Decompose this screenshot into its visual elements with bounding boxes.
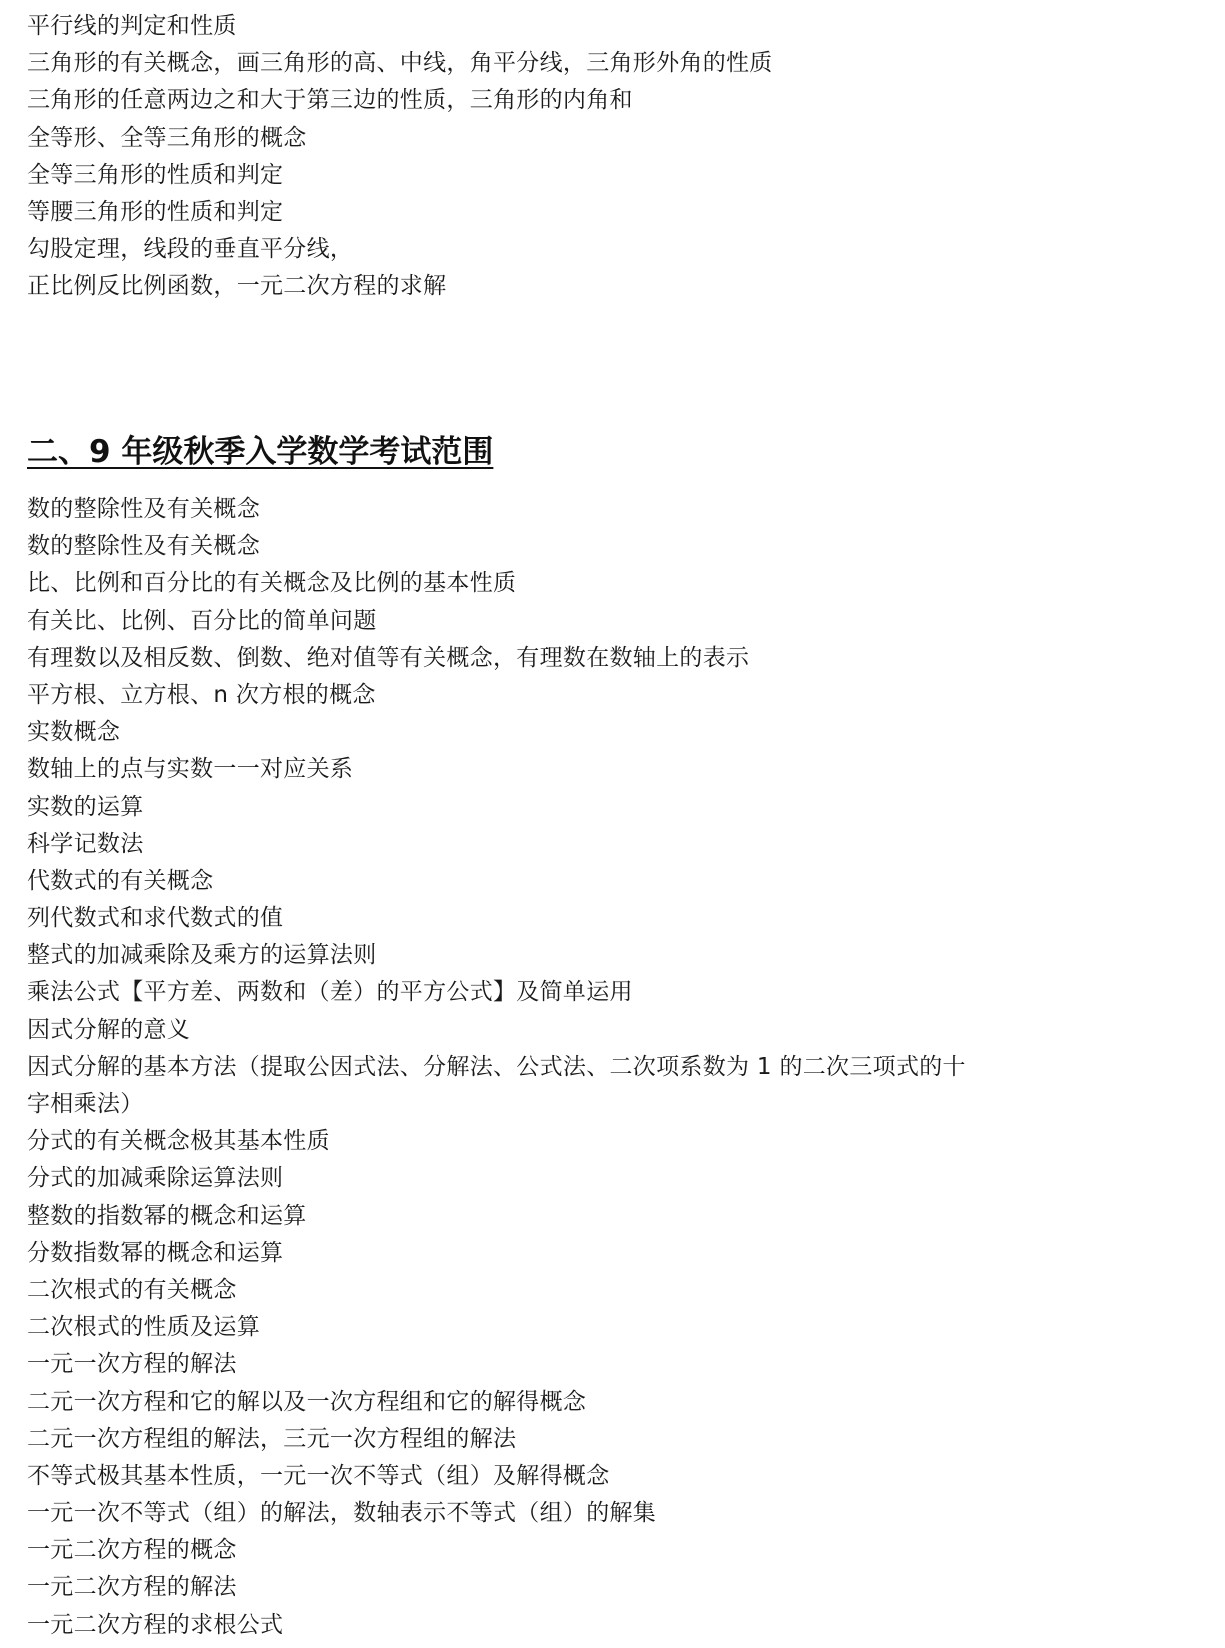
list-item: 二次根式的有关概念	[27, 1276, 237, 1303]
list-item: 数轴上的点与实数一一对应关系	[27, 756, 354, 783]
list-item: 二次根式的性质及运算	[27, 1314, 260, 1341]
topic-list-grade9	[27, 491, 966, 1644]
list-item: 等腰三角形的性质和判定	[27, 198, 284, 225]
list-item: 数的整除性及有关概念	[27, 533, 260, 560]
list-item: 二元一次方程和它的解以及一次方程组和它的解得概念	[27, 1388, 587, 1415]
list-item: 比、比例和百分比的有关概念及比例的基本性质	[27, 570, 517, 597]
list-item: 实数概念	[27, 719, 121, 746]
list-item: 不等式极其基本性质，一元一次不等式（组）及解得概念	[27, 1462, 610, 1489]
list-item: 代数式的有关概念	[27, 867, 214, 894]
list-item: 全等三角形的性质和判定	[27, 161, 284, 188]
list-item: 一元二次方程的求根公式	[27, 1611, 284, 1638]
list-item: 整式的加减乘除及乘方的运算法则	[27, 942, 377, 969]
list-item-continuation: 字相乘法）	[27, 1091, 144, 1117]
list-item: 有理数以及相反数、倒数、绝对值等有关概念，有理数在数轴上的表示	[27, 644, 750, 671]
list-item: 因式分解的意义	[27, 1016, 191, 1043]
list-item: 一元一次不等式（组）的解法，数轴表示不等式（组）的解集	[27, 1500, 657, 1527]
list-item: 平行线的判定和性质	[27, 13, 237, 39]
list-item: 科学记数法	[27, 830, 144, 857]
list-item: 分式的加减乘除运算法则	[27, 1165, 284, 1192]
list-item: 实数的运算	[27, 793, 144, 820]
list-item: 列代数式和求代数式的值	[27, 905, 284, 932]
list-item: 一元二次方程的概念	[27, 1537, 237, 1564]
list-item: 乘法公式【平方差、两数和（差）的平方公式】及简单运用	[27, 979, 633, 1006]
list-item: 一元一次方程的解法	[27, 1351, 237, 1378]
list-item: 三角形的有关概念，画三角形的高、中线，角平分线，三角形外角的性质	[27, 50, 773, 77]
list-item: 有关比、比例、百分比的简单问题	[27, 607, 377, 634]
list-item: 三角形的任意两边之和大于第三边的性质，三角形的内角和	[27, 87, 633, 114]
list-item: 勾股定理，线段的垂直平分线，	[27, 236, 354, 263]
list-item: 平方根、立方根、n 次方根的概念	[27, 681, 376, 708]
list-item: 数的整除性及有关概念	[27, 496, 260, 522]
list-item: 全等形、全等三角形的概念	[27, 124, 307, 151]
list-item: 正比例反比例函数，一元二次方程的求解	[27, 273, 447, 300]
list-item: 因式分解的基本方法（提取公因式法、分解法、公式法、二次项系数为 1 的二次三项式的十	[27, 1053, 966, 1080]
list-item: 整数的指数幂的概念和运算	[27, 1202, 307, 1229]
list-item: 二元一次方程组的解法，三元一次方程组的解法	[27, 1425, 517, 1452]
topic-list-previous	[27, 8, 773, 306]
section-heading: 二、9 年级秋季入学数学考试范围	[27, 434, 494, 470]
list-item: 分式的有关概念极其基本性质	[27, 1128, 330, 1155]
list-item: 一元二次方程的解法	[27, 1574, 237, 1601]
list-item: 分数指数幂的概念和运算	[27, 1239, 284, 1266]
